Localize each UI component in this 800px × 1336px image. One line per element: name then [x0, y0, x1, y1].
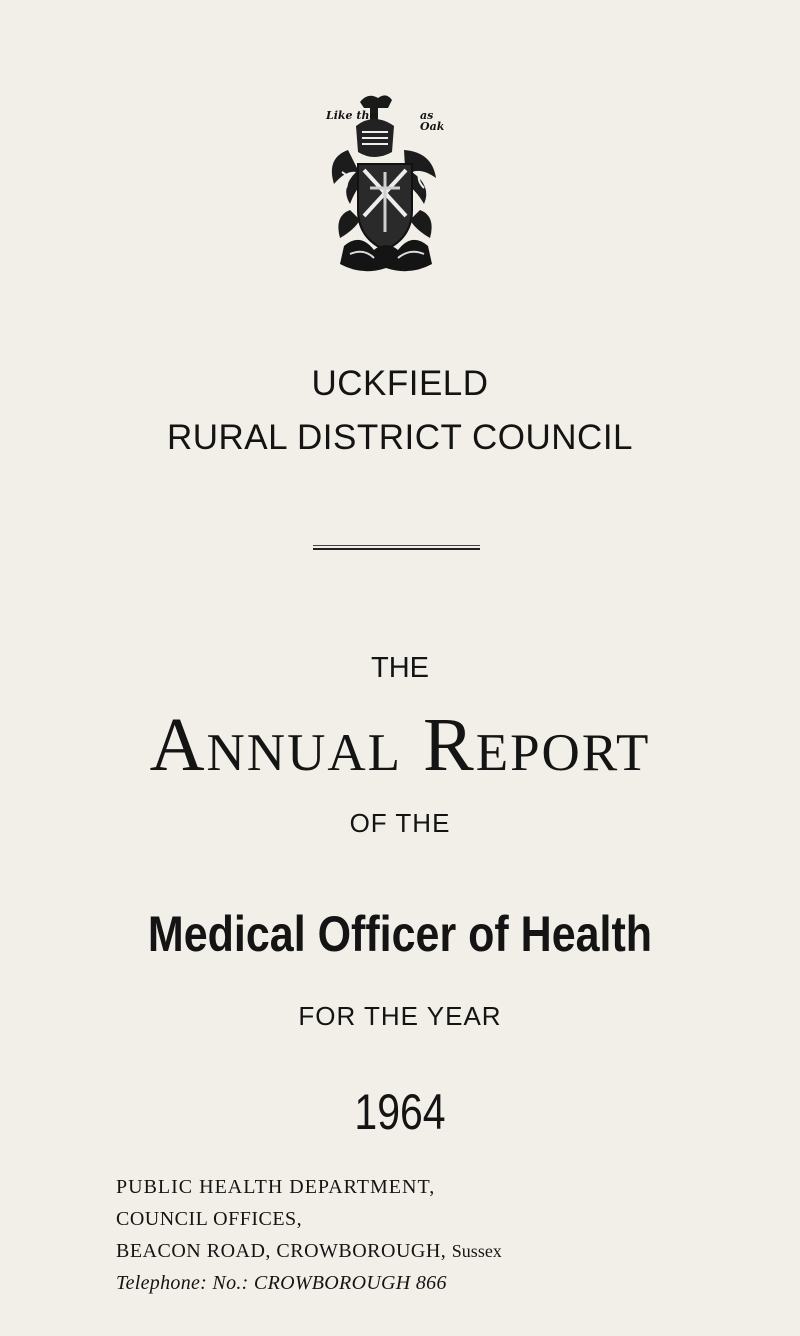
title-for-the-year: FOR THE YEAR — [298, 1001, 502, 1031]
title-the: THE — [371, 652, 429, 684]
address-offices: COUNCIL OFFICES, — [116, 1208, 303, 1230]
address-county: Sussex — [451, 1241, 502, 1261]
title-medical-officer-of-health: Medical Officer of Health — [147, 906, 653, 962]
report-year: 1964 — [354, 1084, 446, 1140]
divider-rule — [313, 545, 480, 546]
divider-rule — [313, 548, 480, 550]
address-street-main: BEACON ROAD, CROWBOROUGH, — [116, 1240, 447, 1262]
council-name-line2: RURAL DISTRICT COUNCIL — [166, 418, 634, 457]
title-annual-report: Annual Report — [149, 703, 651, 787]
crest-motto-left: Like the — [326, 109, 377, 122]
title-of-the: OF THE — [349, 808, 451, 838]
coat-of-arms — [320, 92, 452, 280]
address-street — [116, 1240, 502, 1263]
address-telephone: Telephone: No.: CROWBOROUGH 866 — [116, 1272, 447, 1294]
address-department: PUBLIC HEALTH DEPARTMENT, — [116, 1176, 436, 1198]
crest-motto-right: as Oak — [420, 109, 445, 133]
council-name-line1: UCKFIELD — [311, 364, 489, 403]
